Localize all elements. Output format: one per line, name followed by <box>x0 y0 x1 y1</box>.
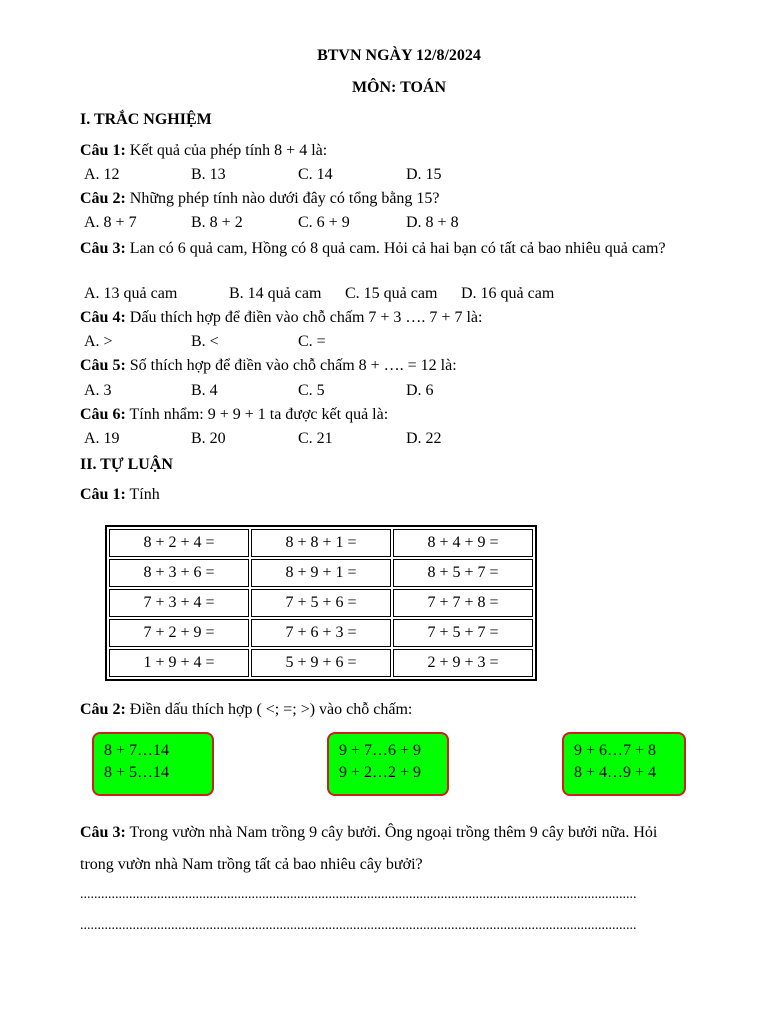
question-5 <box>80 357 718 375</box>
option-a: A. 19 <box>84 430 120 447</box>
table-row <box>109 619 533 647</box>
option-c: C. 5 <box>298 382 325 399</box>
essay-question-1 <box>80 486 718 504</box>
essay-question-3 <box>80 824 718 842</box>
comparison-item: 8 + 7…14 <box>104 742 170 759</box>
question-text: Tính nhẩm: 9 + 9 + 1 ta được kết quả là: <box>125 406 389 423</box>
option-c: C. 15 quả cam <box>345 285 438 302</box>
option-a: A. 8 + 7 <box>84 214 137 231</box>
section-heading-essay: II. TỰ LUẬN <box>80 456 173 473</box>
question-label: Câu 6: <box>80 406 126 423</box>
table-row <box>109 529 533 557</box>
comparison-item: 9 + 7…6 + 9 <box>339 742 422 759</box>
question-text: Những phép tính nào dưới đây có tổng bằng 15? <box>125 190 440 207</box>
option-b: B. 4 <box>191 382 218 399</box>
option-b: B. 13 <box>191 166 226 183</box>
question-label: Câu 2: <box>80 190 126 207</box>
table-cell: 7 + 2 + 9 = <box>109 619 249 647</box>
table-cell: 5 + 9 + 6 = <box>251 649 391 677</box>
subject-title: MÔN: TOÁN <box>351 79 447 96</box>
option-c: C. 6 + 9 <box>298 214 350 231</box>
table-cell: 8 + 5 + 7 = <box>393 559 533 587</box>
table-cell: 7 + 3 + 4 = <box>109 589 249 617</box>
question-text: Kết quả của phép tính 8 + 4 là: <box>125 142 328 159</box>
option-b: B. 8 + 2 <box>191 214 243 231</box>
table-row <box>109 649 533 677</box>
table-row <box>109 589 533 617</box>
table-cell: 7 + 6 + 3 = <box>251 619 391 647</box>
section-heading-multiple-choice: I. TRẮC NGHIỆM <box>80 111 212 128</box>
comparison-box-1 <box>92 732 214 796</box>
comparison-box-3 <box>562 732 686 796</box>
table-cell: 8 + 2 + 4 = <box>109 529 249 557</box>
comparison-item: 8 + 4…9 + 4 <box>574 764 657 781</box>
question-label: Câu 1: <box>80 142 126 159</box>
option-b: B. 20 <box>191 430 226 447</box>
option-d: D. 8 + 8 <box>406 214 459 231</box>
option-c: C. 14 <box>298 166 333 183</box>
question-3 <box>80 238 718 260</box>
option-a: A. 13 quả cam <box>84 285 178 302</box>
comparison-item: 9 + 6…7 + 8 <box>574 742 657 759</box>
question-2 <box>80 190 718 208</box>
option-d: D. 6 <box>406 382 434 399</box>
table-cell: 8 + 9 + 1 = <box>251 559 391 587</box>
answer-line-1[interactable]: ............................................................................................................................................................... <box>80 887 637 902</box>
table-cell: 2 + 9 + 3 = <box>393 649 533 677</box>
comparison-item: 8 + 5…14 <box>104 764 170 781</box>
question-label: Câu 3: <box>80 824 126 841</box>
worksheet-title: BTVN NGÀY 12/8/2024 <box>317 47 481 64</box>
question-text: Tính <box>125 486 160 503</box>
question-label: Câu 2: <box>80 701 126 718</box>
option-d: D. 15 <box>406 166 442 183</box>
question-label: Câu 3: <box>80 240 126 257</box>
comparison-box-2 <box>327 732 449 796</box>
table-cell: 8 + 3 + 6 = <box>109 559 249 587</box>
table-row <box>109 559 533 587</box>
essay-question-2 <box>80 701 718 719</box>
table-cell: 8 + 4 + 9 = <box>393 529 533 557</box>
option-c: C. 21 <box>298 430 333 447</box>
option-b: B. < <box>191 333 219 350</box>
question-label: Câu 5: <box>80 357 126 374</box>
option-a: A. > <box>84 333 113 350</box>
question-6 <box>80 406 718 424</box>
table-cell: 7 + 5 + 7 = <box>393 619 533 647</box>
essay-question-3-continued: trong vườn nhà Nam trồng tất cả bao nhiêu cây bưởi? <box>80 856 423 873</box>
option-c: C. = <box>298 333 326 350</box>
table-cell: 7 + 7 + 8 = <box>393 589 533 617</box>
question-text: Lan có 6 quả cam, Hồng có 8 quả cam. Hỏi cả hai bạn có tất cả bao nhiêu quả cam? <box>125 240 666 257</box>
table-cell: 1 + 9 + 4 = <box>109 649 249 677</box>
option-d: D. 16 quả cam <box>461 285 555 302</box>
answer-line-2[interactable]: ............................................................................................................................................................... <box>80 918 637 933</box>
table-cell: 7 + 5 + 6 = <box>251 589 391 617</box>
option-b: B. 14 quả cam <box>229 285 322 302</box>
option-a: A. 12 <box>84 166 120 183</box>
question-4 <box>80 309 718 327</box>
question-label: Câu 4: <box>80 309 126 326</box>
option-a: A. 3 <box>84 382 112 399</box>
question-label: Câu 1: <box>80 486 126 503</box>
comparison-item: 9 + 2…2 + 9 <box>339 764 422 781</box>
question-text: Số thích hợp để điền vào chỗ chấm 8 + …. = 12 là: <box>125 357 457 374</box>
question-text: Dấu thích hợp để điền vào chỗ chấm 7 + 3 …. 7 + 7 là: <box>125 309 483 326</box>
table-cell: 8 + 8 + 1 = <box>251 529 391 557</box>
question-text: Trong vườn nhà Nam trồng 9 cây bưởi. Ông ngoại trồng thêm 9 cây bưởi nữa. Hỏi <box>125 824 658 841</box>
question-text: Điền dấu thích hợp ( <; =; >) vào chỗ chấm: <box>125 701 413 718</box>
question-1 <box>80 142 718 160</box>
option-d: D. 22 <box>406 430 442 447</box>
calculation-table <box>105 525 537 681</box>
